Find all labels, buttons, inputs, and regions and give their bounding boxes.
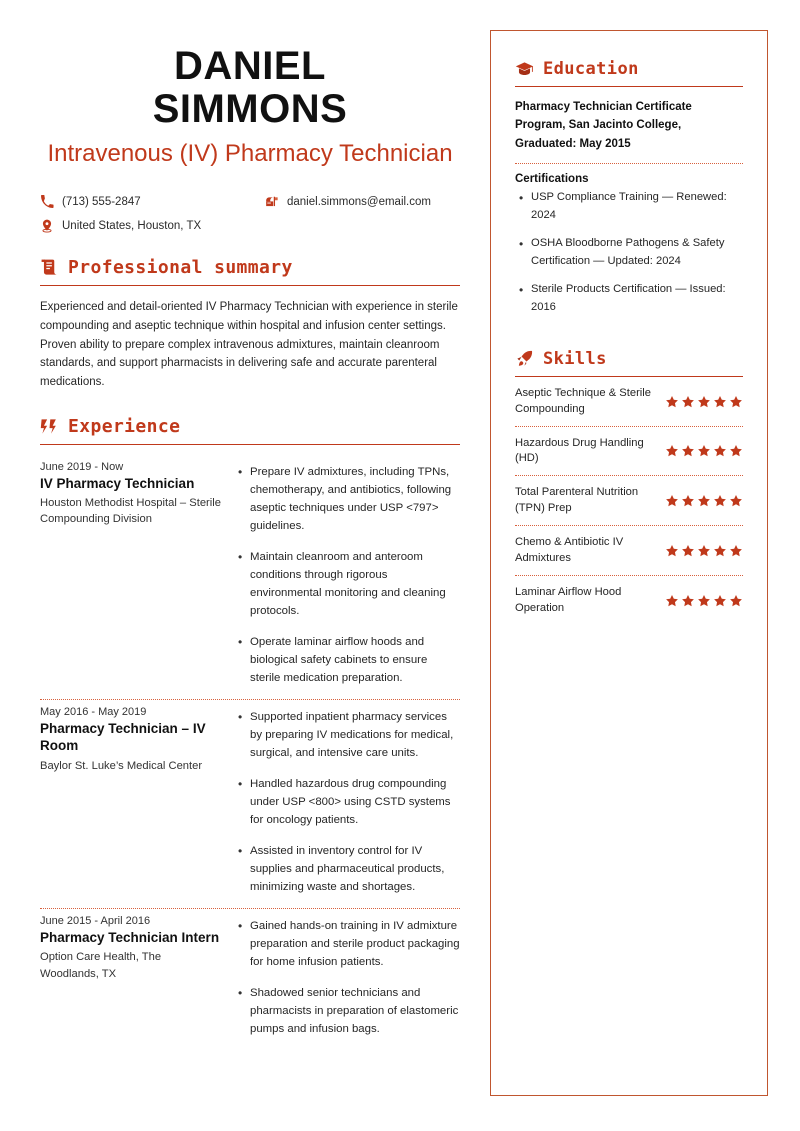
- experience-bullet: • Operate laminar airflow hoods and biological safety cabinets to ensure sterile medication preparation.: [250, 633, 460, 687]
- star-filled-icon: [681, 494, 695, 508]
- job-title: Intravenous (IV) Pharmacy Technician: [47, 140, 453, 168]
- summary-title: Professional summary: [68, 257, 293, 279]
- skill-name: Laminar Airflow Hood Operation: [515, 585, 622, 614]
- certification-item: • USP Compliance Training — Renewed: 2024: [531, 189, 743, 225]
- certifications-list: [515, 189, 743, 317]
- contact-row-2: [40, 219, 460, 233]
- experience-organization: Option Care Health, The Woodlands, TX: [40, 951, 162, 980]
- contact-phone[interactable]: [40, 195, 265, 209]
- skill-row: [515, 377, 743, 426]
- experience-role: Pharmacy Technician Intern: [40, 929, 220, 945]
- star-filled-icon: [713, 444, 727, 458]
- contact-location: [40, 219, 201, 233]
- email-text: daniel.simmons@email.com: [287, 196, 431, 209]
- star-filled-icon: [697, 444, 711, 458]
- certifications-label: Certifications: [515, 173, 589, 186]
- double-bolt-icon: [40, 417, 59, 436]
- star-filled-icon: [665, 444, 679, 458]
- skills-header: [515, 349, 743, 373]
- graduation-cap-icon: [515, 60, 534, 79]
- experience-role: IV Pharmacy Technician: [40, 475, 195, 491]
- star-filled-icon: [681, 444, 695, 458]
- skill-row: [515, 476, 743, 525]
- right-panel: [490, 30, 768, 1096]
- experience-bullet: • Assisted in inventory control for IV supplies and pharmaceutical products, minimizing waste and shortages.: [250, 842, 460, 896]
- star-filled-icon: [729, 395, 743, 409]
- star-filled-icon: [665, 594, 679, 608]
- education-divider: [515, 163, 743, 164]
- experience-bullets: [236, 915, 460, 1038]
- rocket-icon: [515, 349, 534, 368]
- star-filled-icon: [697, 544, 711, 558]
- skill-rating-stars: [665, 444, 743, 458]
- skill-rating-stars: [665, 594, 743, 608]
- first-name: DANIEL: [174, 44, 326, 88]
- star-filled-icon: [697, 594, 711, 608]
- star-filled-icon: [681, 544, 695, 558]
- star-filled-icon: [697, 494, 711, 508]
- experience-header: [40, 416, 460, 441]
- experience-meta: [40, 706, 222, 896]
- education-title: Education: [543, 59, 639, 79]
- experience-role: Pharmacy Technician – IV Room: [40, 720, 206, 754]
- experience-entry: [40, 909, 460, 1050]
- star-filled-icon: [729, 494, 743, 508]
- skill-name: Aseptic Technique & Sterile Compounding: [515, 386, 651, 415]
- experience-title: Experience: [68, 415, 181, 437]
- skill-row: [515, 427, 743, 476]
- experience-bullet: • Supported inpatient pharmacy services by preparing IV medications for medical, surgical, and intensive care units.: [250, 708, 460, 762]
- experience-date: May 2016 - May 2019: [40, 705, 147, 718]
- star-filled-icon: [729, 544, 743, 558]
- experience-bullet: • Prepare IV admixtures, including TPNs, chemotherapy, and antibiotics, following aseptic techniques under USP <797> guidelines.: [250, 463, 460, 535]
- experience-bullet: • Gained hands-on training in IV admixture preparation and sterile product packaging for home infusion patients.: [250, 917, 460, 971]
- certification-item: • OSHA Bloodborne Pathogens & Safety Certification — Updated: 2024: [531, 235, 743, 271]
- contact-email[interactable]: [265, 195, 431, 209]
- contact-block: [40, 195, 460, 233]
- last-name: SIMMONS: [152, 87, 348, 132]
- star-filled-icon: [713, 395, 727, 409]
- star-filled-icon: [729, 444, 743, 458]
- experience-entry: [40, 455, 460, 699]
- skill-rating-stars: [665, 395, 743, 409]
- education-entry: Pharmacy Technician Certificate Program, San Jacinto College, Graduated: May 2015: [515, 101, 692, 150]
- experience-entry: [40, 700, 460, 908]
- summary-text: Experienced and detail-oriented IV Pharmacy Technician with experience in sterile compounding and aseptic technique within hospital and infusion center settings. Proven ability to prepare complex intravenous admixtures, maintain cleanroom standards, and support pharmacists in delivering safe and accurate parenteral medications.: [40, 301, 458, 388]
- star-filled-icon: [729, 594, 743, 608]
- star-filled-icon: [665, 494, 679, 508]
- skill-name: Total Parenteral Nutrition (TPN) Prep: [515, 486, 639, 515]
- star-filled-icon: [713, 594, 727, 608]
- section-professional-summary: [40, 257, 460, 391]
- contact-row-1: [40, 195, 460, 209]
- section-skills: [515, 349, 743, 625]
- name-block: [40, 45, 460, 169]
- certification-item: • Sterile Products Certification — Issued: 2016: [531, 281, 743, 317]
- experience-bullet: • Maintain cleanroom and anteroom conditions through rigorous environmental monitoring and cleaning protocols.: [250, 548, 460, 620]
- left-column: [40, 45, 460, 1050]
- experience-meta: [40, 915, 222, 1038]
- star-filled-icon: [713, 544, 727, 558]
- experience-bullet: • Handled hazardous drug compounding under USP <800> using CSTD systems for oncology patients.: [250, 775, 460, 829]
- education-header: [515, 59, 743, 83]
- star-filled-icon: [697, 395, 711, 409]
- star-filled-icon: [665, 544, 679, 558]
- experience-bullets: [236, 461, 460, 687]
- skill-name: Chemo & Antibiotic IV Admixtures: [515, 536, 624, 565]
- skills-title: Skills: [543, 348, 607, 369]
- experience-meta: [40, 461, 222, 687]
- experience-rule: [40, 444, 460, 445]
- skill-rating-stars: [665, 544, 743, 558]
- star-filled-icon: [713, 494, 727, 508]
- location-text: United States, Houston, TX: [62, 220, 202, 233]
- location-pin-icon: [40, 219, 54, 233]
- section-education: [515, 59, 743, 317]
- skill-rating-stars: [665, 494, 743, 508]
- star-filled-icon: [681, 395, 695, 409]
- skill-row: [515, 526, 743, 575]
- experience-organization: Houston Methodist Hospital – Sterile Compounding Division: [40, 497, 221, 526]
- summary-header: [40, 257, 460, 282]
- experience-list: [40, 455, 460, 1050]
- education-rule: [515, 86, 743, 87]
- experience-bullet: • Shadowed senior technicians and pharmacists in preparation of elastomeric pumps and infusion bags.: [250, 984, 460, 1038]
- experience-date: June 2015 - April 2016: [40, 914, 151, 927]
- experience-date: June 2019 - Now: [40, 460, 124, 473]
- star-filled-icon: [665, 395, 679, 409]
- phone-text: (713) 555-2847: [62, 196, 141, 209]
- section-experience: [40, 416, 460, 1050]
- experience-bullets: [236, 706, 460, 896]
- skill-name: Hazardous Drug Handling (HD): [515, 436, 644, 465]
- phone-icon: [40, 195, 54, 209]
- document-scroll-icon: [40, 258, 59, 277]
- star-filled-icon: [681, 594, 695, 608]
- experience-organization: Baylor St. Luke’s Medical Center: [40, 759, 203, 772]
- skill-row: [515, 576, 743, 625]
- mailbox-icon: [265, 195, 279, 209]
- summary-rule: [40, 285, 460, 286]
